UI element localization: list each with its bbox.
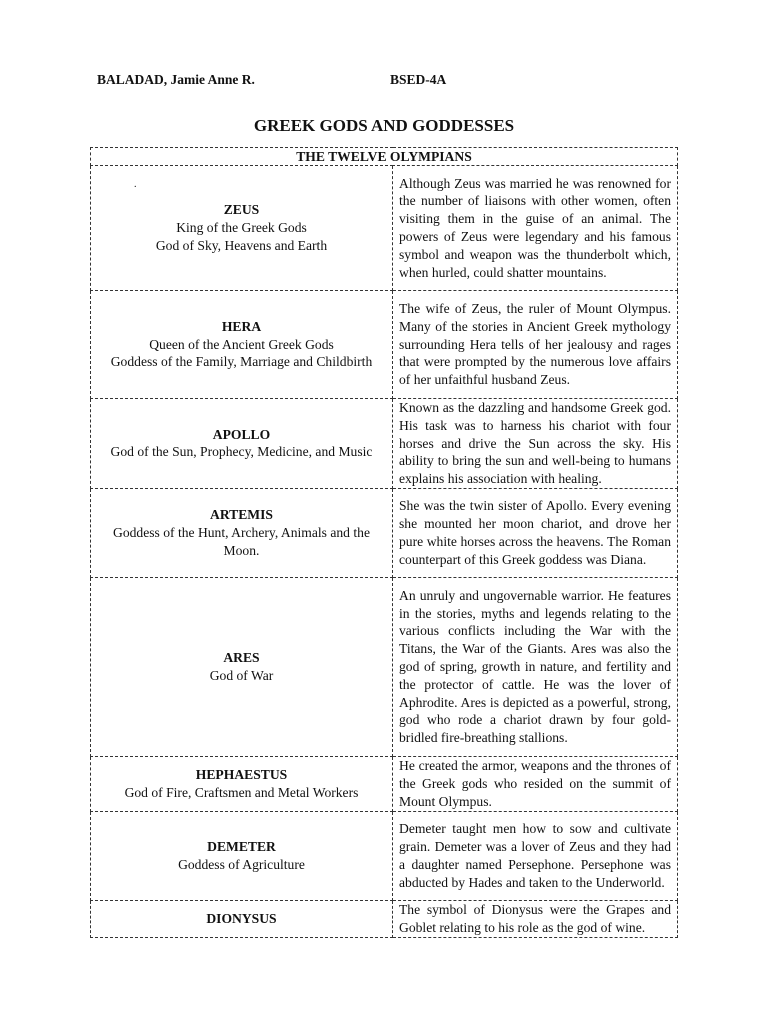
god-name: ARTEMIS bbox=[210, 507, 273, 523]
god-name: HEPHAESTUS bbox=[195, 767, 288, 783]
table-row bbox=[91, 811, 678, 900]
god-cell bbox=[91, 166, 393, 291]
course-code: BSED-4A bbox=[390, 72, 447, 87]
god-title: King of the Greek Gods bbox=[176, 220, 307, 236]
god-cell bbox=[91, 756, 393, 811]
god-name: ARES bbox=[223, 650, 260, 666]
god-name: APOLLO bbox=[212, 426, 271, 442]
god-description: Demeter taught men how to sow and cultivate grain. Demeter was a lover of Zeus and they had a daughter named Persephone. Persephone was abducted by Hades and taken to the Underworld. bbox=[393, 811, 678, 900]
god-title: God of War bbox=[209, 667, 274, 683]
document-header bbox=[97, 72, 447, 88]
god-name: DEMETER bbox=[207, 839, 276, 855]
god-description: He created the armor, weapons and the thrones of the Greek gods who resided on the summit of Mount Olympus. bbox=[393, 756, 678, 811]
table-row bbox=[91, 577, 678, 756]
table-row bbox=[91, 399, 678, 489]
table-row bbox=[91, 291, 678, 399]
god-name: DIONYSUS bbox=[206, 911, 277, 927]
god-cell bbox=[91, 488, 393, 577]
section-heading: THE TWELVE OLYMPIANS bbox=[91, 148, 678, 166]
table-section-row bbox=[91, 148, 678, 166]
god-description: An unruly and ungovernable warrior. He features in the stories, myths and legends relating to the various conflicts including the War with the Titans, the War of the Giants. Ares was also the god of spring, growth in nature, and fertility and the protector of cattle. He was the lover of Aphrodite. Ares is depicted as a powerful, strong, god who rode a chariot drawn by four gold-bridled fire-breathing stallions. bbox=[393, 577, 678, 756]
table-row bbox=[91, 166, 678, 291]
god-cell bbox=[91, 399, 393, 489]
god-title: Goddess of Agriculture bbox=[178, 856, 305, 872]
god-cell bbox=[91, 811, 393, 900]
god-title: God of Sky, Heavens and Earth bbox=[155, 237, 328, 253]
olympians-table bbox=[90, 147, 678, 938]
document-title: GREEK GODS AND GODDESSES bbox=[253, 116, 515, 135]
table-row bbox=[91, 488, 678, 577]
student-name: BALADAD, Jamie Anne R. bbox=[97, 72, 255, 87]
god-name: HERA bbox=[221, 318, 262, 334]
god-cell bbox=[91, 577, 393, 756]
god-description: Known as the dazzling and handsome Greek god. His task was to harness his chariot with four horses and drive the Sun across the sky. His ability to bring the sun and well-being to humans explains his association with healing. bbox=[393, 399, 678, 489]
god-cell bbox=[91, 291, 393, 399]
god-title: Queen of the Ancient Greek Gods bbox=[149, 336, 334, 352]
god-description: The symbol of Dionysus were the Grapes and Goblet relating to his role as the god of wine. bbox=[393, 900, 678, 937]
god-title: God of the Sun, Prophecy, Medicine, and Music bbox=[110, 444, 373, 460]
table-row bbox=[91, 900, 678, 937]
god-title: Goddess of the Hunt, Archery, Animals and the Moon. bbox=[113, 525, 370, 558]
table-row bbox=[91, 756, 678, 811]
god-cell bbox=[91, 900, 393, 937]
god-description: The wife of Zeus, the ruler of Mount Olympus. Many of the stories in Ancient Greek mythology surrounding Hera tells of her jealousy and rages that were prompted by the numerous love affairs of her unfaithful husband Zeus. bbox=[393, 291, 678, 399]
god-description: She was the twin sister of Apollo. Every evening she mounted her moon chariot, and drove her pure white horses across the heavens. The Roman counterpart of this Greek goddess was Diana. bbox=[393, 488, 678, 577]
stray-dot: . bbox=[134, 179, 137, 190]
god-title: Goddess of the Family, Marriage and Childbirth bbox=[110, 354, 373, 370]
god-description: Although Zeus was married he was renowned for the number of liaisons with other women, often visiting them in the guise of an animal. The powers of Zeus were legendary and his famous symbol and weapon was the thunderbolt which, when hurled, could shatter mountains. bbox=[393, 166, 678, 291]
god-name: ZEUS bbox=[223, 202, 260, 218]
god-title: God of Fire, Craftsmen and Metal Workers bbox=[124, 784, 359, 800]
